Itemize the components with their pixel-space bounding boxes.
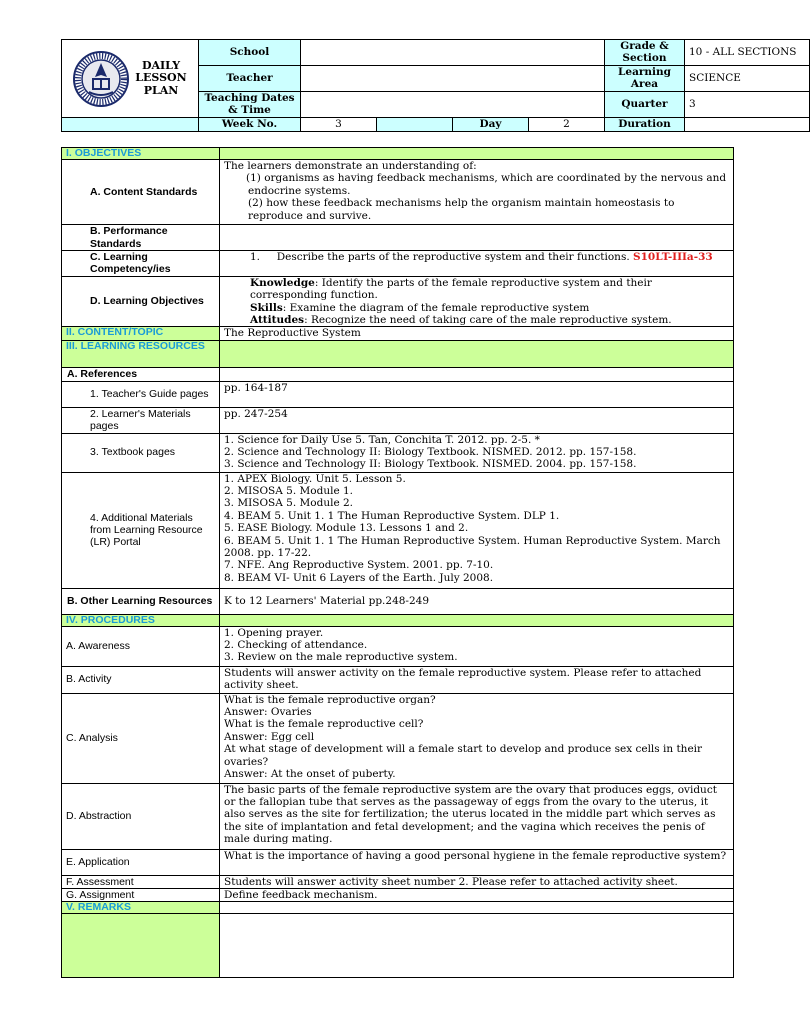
skills-label: Skills xyxy=(250,301,283,314)
week-value: 3 xyxy=(301,118,377,132)
blank-cell xyxy=(62,118,199,132)
list-item: 4. BEAM 5. Unit 1. 1 The Human Reproductive System. DLP 1. xyxy=(224,509,560,522)
day-value: 2 xyxy=(529,118,605,132)
attitudes-text: : Recognize the need of taking care of the male reproductive system. xyxy=(304,313,672,326)
duration-field[interactable] xyxy=(685,118,810,132)
activity-label: B. Activity xyxy=(62,666,220,693)
content-topic-heading: II. CONTENT/TOPIC xyxy=(62,327,220,341)
learners-materials-value: pp. 247-254 xyxy=(220,407,734,433)
skills-text: : Examine the diagram of the female reproductive system xyxy=(282,301,590,314)
competency-code: S10LT-IIIa-33 xyxy=(633,251,713,264)
assignment-label: G. Assignment xyxy=(62,889,220,902)
day-label: Day xyxy=(453,118,529,132)
list-item: 2. Checking of attendance. xyxy=(224,639,368,652)
references-value xyxy=(220,368,734,381)
plan-title: DAILY LESSON PLAN xyxy=(135,58,187,97)
content-topic-value: The Reproductive System xyxy=(220,327,734,341)
assignment-value: Define feedback mechanism. xyxy=(220,889,734,902)
lesson-plan-table xyxy=(61,147,734,978)
list-item: 3. Review on the male reproductive system. xyxy=(224,651,458,664)
section-bar xyxy=(220,614,734,626)
list-item: What is the female reproductive organ? xyxy=(224,693,436,706)
remarks-heading: V. REMARKS xyxy=(62,902,220,914)
learning-competency-label: C. Learning Competency/ies xyxy=(62,251,220,277)
teachers-guide-label: 1. Teacher's Guide pages xyxy=(62,381,220,407)
list-item: Answer: Egg cell xyxy=(224,730,315,743)
textbook-pages-value xyxy=(220,433,734,472)
teaching-dates-label: Teaching Dates & Time xyxy=(199,92,301,118)
attitudes-label: Attitudes xyxy=(250,313,305,326)
analysis-value xyxy=(220,693,734,783)
activity-value: Students will answer activity on the female reproductive system. Please refer to attached activity sheet. xyxy=(220,666,734,693)
list-item: Answer: At the onset of puberty. xyxy=(224,767,396,780)
duration-label: Duration xyxy=(605,118,685,132)
awareness-label: A. Awareness xyxy=(62,626,220,666)
teacher-field[interactable] xyxy=(301,66,605,92)
header-table xyxy=(61,39,810,132)
quarter-value: 3 xyxy=(685,92,810,118)
competency-text: Describe the parts of the reproductive system and their functions. xyxy=(276,251,630,264)
list-item: 3. Science and Technology II: Biology Textbook. NISMED. 2004. pp. 157-158. xyxy=(224,458,637,471)
abstraction-value: The basic parts of the female reproductive system are the ovary that produces eggs, oviduct or the fallopian tube that serves as the passageway of eggs from the ovary to the uterus, it also serves as the site for fertilization; the uterus located in the middle part which serves as the site of implantation and fetal development; and the vagina which receives the penis of male during mating. xyxy=(220,783,734,849)
week-label: Week No. xyxy=(199,118,301,132)
other-resources-label: B. Other Learning Resources xyxy=(62,588,220,614)
teacher-label: Teacher xyxy=(199,66,301,92)
textbook-pages-label: 3. Textbook pages xyxy=(62,433,220,472)
remarks-field[interactable] xyxy=(220,914,734,978)
learning-resources-heading: III. LEARNING RESOURCES xyxy=(62,341,220,368)
list-item: 2. Science and Technology II: Biology Textbook. NISMED. 2012. pp. 157-158. xyxy=(224,446,637,459)
learning-area-value: SCIENCE xyxy=(685,66,810,92)
learning-objectives-label: D. Learning Objectives xyxy=(62,276,220,327)
list-item: 7. NFE. Ang Reproductive System. 2001. pp. 7-10. xyxy=(224,559,494,572)
performance-standards-value xyxy=(220,225,734,251)
section-bar xyxy=(220,341,734,368)
school-field[interactable] xyxy=(301,40,605,66)
learners-materials-label: 2. Learner's Materials pages xyxy=(62,407,220,433)
teachers-guide-value: pp. 164-187 xyxy=(220,381,734,407)
application-value: What is the importance of having a good personal hygiene in the female reproductive system? xyxy=(220,849,734,875)
procedures-heading: IV. PROCEDURES xyxy=(62,614,220,626)
list-item: Answer: Ovaries xyxy=(224,706,312,719)
list-item: 1. Opening prayer. xyxy=(224,626,324,639)
list-item: 8. BEAM VI- Unit 6 Layers of the Earth. July 2008. xyxy=(224,571,494,584)
abstraction-label: D. Abstraction xyxy=(62,783,220,849)
application-label: E. Application xyxy=(62,849,220,875)
content-standards-label: A. Content Standards xyxy=(62,160,220,225)
assessment-value: Students will answer activity sheet number 2. Please refer to attached activity sheet. xyxy=(220,875,734,888)
list-item: 2. MISOSA 5. Module 1. xyxy=(224,485,354,498)
competency-number: 1. xyxy=(250,251,261,264)
teaching-dates-field[interactable] xyxy=(301,92,605,118)
analysis-label: C. Analysis xyxy=(62,693,220,783)
quarter-label: Quarter xyxy=(605,92,685,118)
remarks-bar xyxy=(62,914,220,978)
learning-area-label: Learning Area xyxy=(605,66,685,92)
school-label: School xyxy=(199,40,301,66)
additional-materials-value xyxy=(220,472,734,588)
list-item: 6. BEAM 5. Unit 1. 1 The Human Reproductive System. Human Reproductive System. March 2008. pp. 17-22. xyxy=(224,534,721,559)
knowledge-text: : Identify the parts of the female reproductive system and their corresponding function. xyxy=(250,276,652,302)
list-item: What is the female reproductive cell? xyxy=(224,718,424,731)
section-bar xyxy=(220,148,734,160)
list-item: (2) how these feedback mechanisms help the organism maintain homeostasis to reproduce and survive. xyxy=(248,197,675,222)
deped-seal-logo xyxy=(73,51,129,107)
list-item: 1. Science for Daily Use 5. Tan, Conchita T. 2012. pp. 2-5. * xyxy=(224,433,540,446)
list-item: At what stage of development will a female start to develop and produce sex cells in their ovaries? xyxy=(224,743,703,768)
learning-competency-value xyxy=(220,251,734,277)
remarks-top-cell xyxy=(220,902,734,914)
logo-title-cell xyxy=(62,40,199,118)
objectives-heading: I. OBJECTIVES xyxy=(62,148,220,160)
content-intro: The learners demonstrate an understanding of: xyxy=(224,160,477,173)
grade-section-value: 10 - ALL SECTIONS xyxy=(685,40,810,66)
list-item: (1) organisms as having feedback mechanisms, which are coordinated by the nervous and endocrine systems. xyxy=(246,172,727,197)
list-item: 1. APEX Biology. Unit 5. Lesson 5. xyxy=(224,472,406,485)
performance-standards-label: B. Performance Standards xyxy=(62,225,220,251)
list-item: 5. EASE Biology. Module 13. Lessons 1 and 2. xyxy=(224,522,469,535)
grade-section-label: Grade & Section xyxy=(605,40,685,66)
knowledge-label: Knowledge xyxy=(250,276,315,289)
blank-cell xyxy=(377,118,453,132)
content-standards-value xyxy=(220,160,734,225)
assessment-label: F. Assessment xyxy=(62,875,220,888)
awareness-value xyxy=(220,626,734,666)
list-item: 3. MISOSA 5. Module 2. xyxy=(224,497,354,510)
additional-materials-label: 4. Additional Materials from Learning Resource (LR) Portal xyxy=(62,472,220,588)
references-label: A. References xyxy=(62,368,220,381)
learning-objectives-value xyxy=(220,276,734,327)
other-resources-value: K to 12 Learners' Material pp.248-249 xyxy=(220,588,734,614)
